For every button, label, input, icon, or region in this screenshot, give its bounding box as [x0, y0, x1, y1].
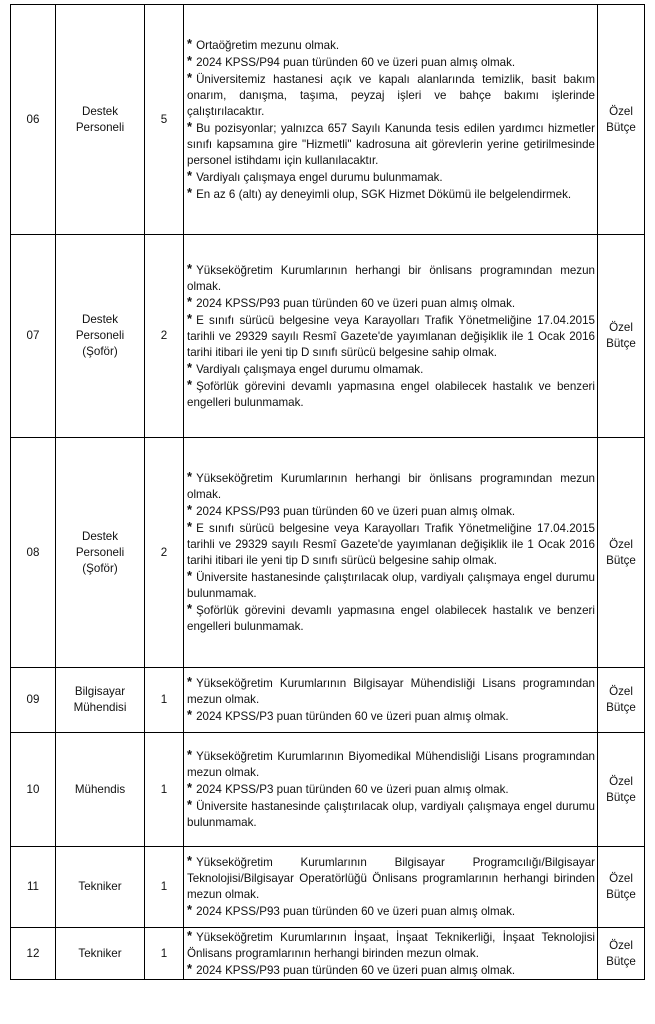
- budget-cell: [598, 5, 645, 235]
- asterisk-bullet-icon: [187, 519, 192, 535]
- asterisk-bullet-icon: [187, 119, 192, 135]
- budget-cell: [598, 438, 645, 668]
- requirement-text: Üniversite hastanesinde çalıştırılacak olup, vardiyalı çalışmaya engel durumu bulunmamak.: [187, 571, 595, 600]
- position-count: 1: [145, 733, 184, 847]
- requirement-text: 2024 KPSS/P3 puan türünden 60 ve üzeri puan almış olmak.: [196, 783, 509, 796]
- position-count: 2: [145, 235, 184, 438]
- budget-cell: [598, 668, 645, 733]
- position-title: Mühendis: [74, 782, 126, 796]
- requirement-item: [187, 54, 595, 71]
- requirement-item: [187, 708, 595, 725]
- asterisk-bullet-icon: [187, 168, 192, 184]
- asterisk-bullet-icon: [187, 928, 192, 944]
- requirement-text: En az 6 (altı) ay deneyimli olup, SGK Hizmet Dökümü ile belgelendirmek.: [196, 187, 572, 201]
- asterisk-bullet-icon: [187, 70, 192, 86]
- position-title-cell: [56, 733, 145, 847]
- requirement-item: [187, 569, 595, 602]
- requirement-item: [187, 929, 595, 962]
- positions-table-body: [11, 5, 645, 980]
- requirement-item: [187, 295, 595, 312]
- requirement-item: [187, 186, 595, 203]
- budget-type: Özel Bütçe: [606, 104, 636, 134]
- position-number: 08: [11, 438, 56, 668]
- requirement-text: Yükseköğretim Kurumlarının İnşaat, İnşaat Teknikerliği, İnşaat Teknolojisi Önlisans programlarının herhangi birinden mezun olmak.: [187, 930, 595, 960]
- position-title: Tekniker: [78, 880, 122, 893]
- positions-table: [10, 4, 645, 980]
- position-title-cell: [56, 438, 145, 668]
- asterisk-bullet-icon: [187, 797, 192, 813]
- asterisk-bullet-icon: [187, 360, 192, 376]
- requirement-item: [187, 378, 595, 411]
- requirement-item: [187, 71, 595, 120]
- position-number: 12: [11, 928, 56, 980]
- requirement-text: E sınıfı sürücü belgesine veya Karayolları Trafik Yönetmeliğine 17.04.2015 tarihli ve 29329 sayılı Resmî Gazete'de yayımlanan değişiklik ile 1 Ocak 2016 tarihi itibari ile yeni tip D sınıfı sürücü belgesine sahip olmak.: [187, 522, 595, 567]
- requirement-item: [187, 470, 595, 503]
- requirement-text: E sınıfı sürücü belgesine veya Karayolları Trafik Yönetmeliğine 17.04.2015 tarihli ve 29329 sayılı Resmî Gazete'de yayımlanan değişiklik ile 1 Ocak 2016 tarihi itibari ile yeni tip D sınıfı sürücü belgesine sahip olmak.: [187, 313, 595, 359]
- requirement-text: Yükseköğretim Kurumlarının herhangi bir önlisans programından mezun olmak.: [187, 472, 595, 501]
- position-title: Bilgisayar Mühendisi: [73, 685, 127, 714]
- position-count: 1: [145, 847, 184, 928]
- requirement-item: [187, 602, 595, 635]
- position-row: [11, 668, 645, 733]
- requirement-text: Yükseköğretim Kurumlarının Bilgisayar Mühendisliği Lisans programından mezun olmak.: [187, 677, 595, 706]
- position-count: 2: [145, 438, 184, 668]
- position-number: 11: [11, 847, 56, 928]
- position-row: [11, 733, 645, 847]
- requirement-item: [187, 37, 595, 54]
- position-count: 1: [145, 668, 184, 733]
- requirement-text: 2024 KPSS/P93 puan türünden 60 ve üzeri puan almış olmak.: [196, 963, 516, 977]
- asterisk-bullet-icon: [187, 502, 192, 518]
- asterisk-bullet-icon: [187, 780, 192, 796]
- asterisk-bullet-icon: [187, 707, 192, 723]
- position-title-cell: [56, 847, 145, 928]
- asterisk-bullet-icon: [187, 185, 192, 201]
- requirement-item: [187, 962, 595, 979]
- budget-cell: [598, 733, 645, 847]
- position-number: 09: [11, 668, 56, 733]
- budget-cell: [598, 928, 645, 980]
- requirement-text: Vardiyalı çalışmaya engel durumu bulunmamak.: [196, 170, 443, 184]
- asterisk-bullet-icon: [187, 853, 192, 869]
- requirements-cell: [184, 438, 598, 668]
- requirement-text: 2024 KPSS/P93 puan türünden 60 ve üzeri puan almış olmak.: [196, 296, 516, 310]
- asterisk-bullet-icon: [187, 747, 192, 763]
- position-number: 06: [11, 5, 56, 235]
- budget-type: Özel Bütçe: [606, 685, 636, 714]
- budget-type: Özel Bütçe: [606, 321, 636, 350]
- requirement-item: [187, 854, 595, 903]
- requirements-cell: [184, 5, 598, 235]
- requirements-cell: [184, 847, 598, 928]
- requirement-item: [187, 169, 595, 186]
- requirement-text: Ortaöğretim mezunu olmak.: [196, 38, 340, 52]
- requirements-cell: [184, 668, 598, 733]
- requirement-text: Yükseköğretim Kurumlarının herhangi bir önlisans programından mezun olmak.: [187, 263, 595, 293]
- budget-type: Özel Bütçe: [606, 872, 636, 901]
- position-number: 07: [11, 235, 56, 438]
- budget-type: Özel Bütçe: [606, 938, 636, 968]
- requirement-text: Bu pozisyonlar; yalnızca 657 Sayılı Kanunda tesis edilen yardımcı hizmetler sınıfı kapsamına gire "Hizmetli" kadrosuna ait görevlerin yerine getirilmesinde personel istihdamı için kullanılacaktır.: [187, 121, 595, 167]
- requirements-cell: [184, 928, 598, 980]
- position-title: Destek Personeli (Şoför): [75, 313, 125, 358]
- requirement-item: [187, 361, 595, 378]
- requirements-cell: [184, 733, 598, 847]
- position-count: 5: [145, 5, 184, 235]
- asterisk-bullet-icon: [187, 53, 192, 69]
- requirement-item: [187, 120, 595, 169]
- budget-type: Özel Bütçe: [606, 537, 636, 567]
- position-number: 10: [11, 733, 56, 847]
- position-title-cell: [56, 5, 145, 235]
- requirement-text: Şoförlük görevini devamlı yapmasına engel olabilecek hastalık ve benzeri engelleri bulunmamak.: [187, 604, 595, 633]
- requirement-item: [187, 798, 595, 831]
- requirement-text: Üniversitemiz hastanesi açık ve kapalı alanlarında temizlik, basit bakım onarım, danışma, taşıma, peyzaj işleri ve bahçe bakımı işlerinde çalıştırılacaktır.: [187, 72, 595, 118]
- position-row: [11, 235, 645, 438]
- requirement-text: Şoförlük görevini devamlı yapmasına engel olabilecek hastalık ve benzeri engelleri bulunmamak.: [187, 379, 595, 409]
- requirement-text: Vardiyalı çalışmaya engel durumu olmamak.: [196, 362, 424, 376]
- asterisk-bullet-icon: [187, 377, 192, 393]
- position-row: [11, 5, 645, 235]
- asterisk-bullet-icon: [187, 961, 192, 977]
- asterisk-bullet-icon: [187, 469, 192, 485]
- position-title-cell: [56, 928, 145, 980]
- requirement-text: 2024 KPSS/P93 puan türünden 60 ve üzeri puan almış olmak.: [196, 905, 516, 918]
- asterisk-bullet-icon: [187, 311, 192, 327]
- requirement-item: [187, 903, 595, 920]
- asterisk-bullet-icon: [187, 261, 192, 277]
- position-row: [11, 438, 645, 668]
- position-title-cell: [56, 235, 145, 438]
- requirement-text: 2024 KPSS/P93 puan türünden 60 ve üzeri puan almış olmak.: [196, 505, 516, 518]
- requirement-text: Üniversite hastanesinde çalıştırılacak olup, vardiyalı çalışmaya engel durumu bulunmamak.: [187, 800, 595, 829]
- position-title: Tekniker: [78, 946, 122, 960]
- requirement-text: 2024 KPSS/P3 puan türünden 60 ve üzeri puan almış olmak.: [196, 710, 509, 723]
- requirement-text: Yükseköğretim Kurumlarının Biyomedikal Mühendisliği Lisans programından mezun olmak.: [187, 750, 595, 779]
- budget-cell: [598, 235, 645, 438]
- asterisk-bullet-icon: [187, 902, 192, 918]
- requirement-item: [187, 312, 595, 361]
- position-title-cell: [56, 668, 145, 733]
- requirement-text: 2024 KPSS/P94 puan türünden 60 ve üzeri puan almış olmak.: [196, 55, 516, 69]
- position-title: Destek Personeli (Şoför): [75, 529, 125, 575]
- asterisk-bullet-icon: [187, 674, 192, 690]
- requirements-cell: [184, 235, 598, 438]
- position-row: [11, 928, 645, 980]
- asterisk-bullet-icon: [187, 36, 192, 52]
- position-title: Destek Personeli: [75, 104, 125, 134]
- requirement-item: [187, 675, 595, 708]
- requirement-item: [187, 748, 595, 781]
- requirement-item: [187, 520, 595, 569]
- requirement-item: [187, 503, 595, 520]
- asterisk-bullet-icon: [187, 568, 192, 584]
- requirement-item: [187, 262, 595, 295]
- requirement-text: Yükseköğretim Kurumlarının Bilgisayar Programcılığı/Bilgisayar Teknolojisi/Bilgisayar Operatörlüğü Önlisans programlarının herhangi birinden mezun olmak.: [187, 856, 595, 901]
- asterisk-bullet-icon: [187, 601, 192, 617]
- position-count: 1: [145, 928, 184, 980]
- position-row: [11, 847, 645, 928]
- budget-type: Özel Bütçe: [606, 774, 636, 804]
- budget-cell: [598, 847, 645, 928]
- requirement-item: [187, 781, 595, 798]
- asterisk-bullet-icon: [187, 294, 192, 310]
